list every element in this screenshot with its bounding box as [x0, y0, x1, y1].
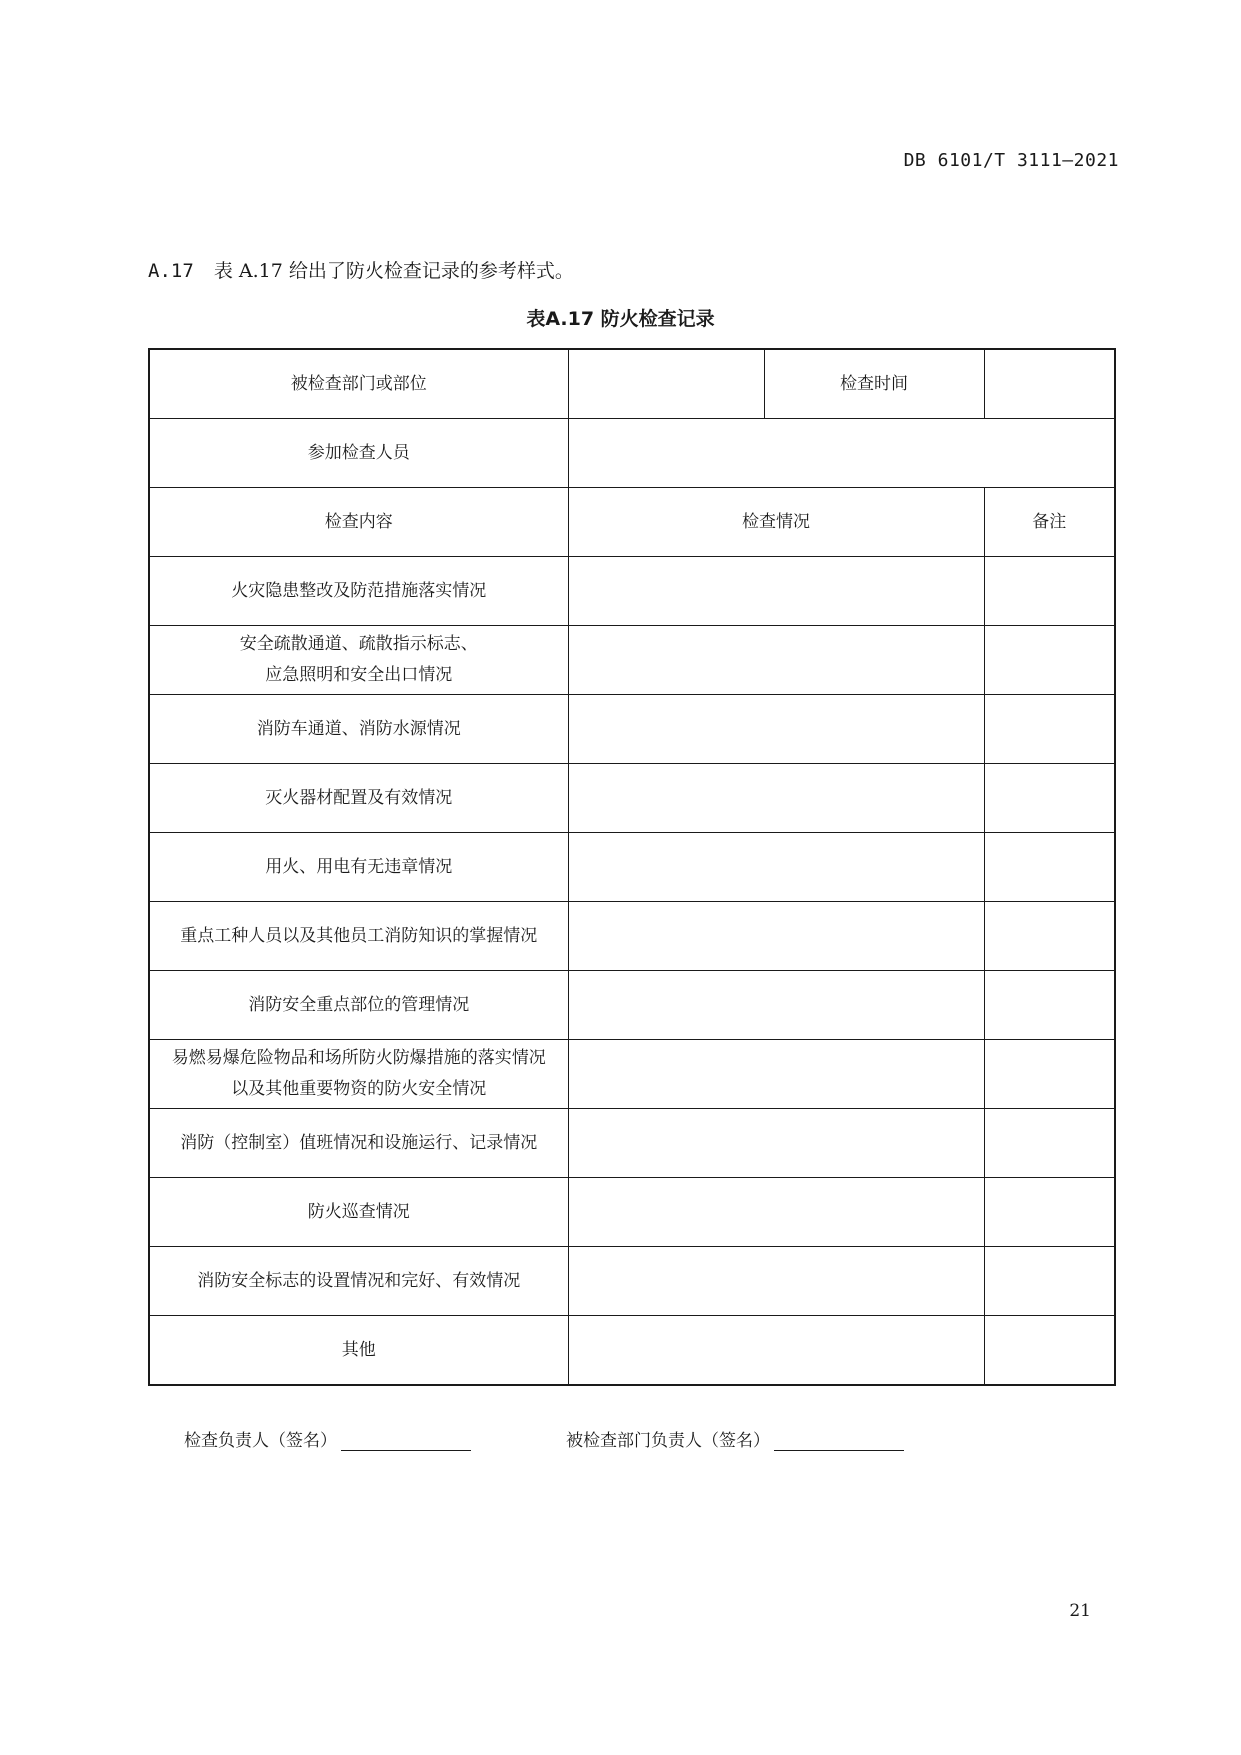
page-number: 21: [1069, 1601, 1091, 1621]
inspection-row: [149, 1316, 1115, 1386]
inspection-row: [149, 1247, 1115, 1316]
inspection-status-cell[interactable]: [568, 1247, 984, 1316]
inspection-status-cell[interactable]: [568, 833, 984, 902]
clause-text: 表 A.17 给出了防火检查记录的参考样式。: [213, 260, 574, 282]
inspection-status-cell[interactable]: [568, 971, 984, 1040]
inspection-item: [149, 971, 568, 1040]
dept-value-cell[interactable]: [568, 349, 764, 419]
inspection-row: [149, 626, 1115, 695]
inspection-status-cell[interactable]: [568, 902, 984, 971]
inspection-item-line: 以及其他重要物资的防火安全情况: [231, 1079, 487, 1099]
inspection-item-line: 安全疏散通道、疏散指示标志、: [239, 634, 478, 654]
participants-label: 参加检查人员: [149, 419, 568, 488]
clause-number: A.17: [148, 260, 194, 282]
table-caption: 表A.17 防火检查记录: [526, 308, 715, 330]
remarks-cell[interactable]: [984, 971, 1115, 1040]
remarks-cell[interactable]: [984, 1247, 1115, 1316]
inspection-status-cell[interactable]: [568, 1316, 984, 1386]
inspection-item: [149, 1040, 568, 1109]
dept-row: [149, 349, 1115, 419]
remarks-cell[interactable]: [984, 626, 1115, 695]
remarks-cell[interactable]: [984, 1316, 1115, 1386]
inspection-status-cell[interactable]: [568, 1178, 984, 1247]
inspector-signature-label: 检查负责人（签名）: [184, 1431, 337, 1451]
remarks-cell[interactable]: [984, 902, 1115, 971]
participants-value-cell[interactable]: [568, 419, 1115, 488]
inspection-item-line: 用火、用电有无违章情况: [265, 856, 453, 877]
inspection-row: [149, 833, 1115, 902]
inspected-dept-signature: [566, 1426, 904, 1451]
remarks-cell[interactable]: [984, 764, 1115, 833]
inspection-row: [149, 557, 1115, 626]
fire-inspection-record-table: [148, 348, 1116, 1386]
inspection-row: [149, 1178, 1115, 1247]
inspection-status-cell[interactable]: [568, 557, 984, 626]
header-row: [149, 488, 1115, 557]
inspection-item-line: 防火巡查情况: [307, 1201, 410, 1222]
inspection-item: [149, 1247, 568, 1316]
remarks-cell[interactable]: [984, 1109, 1115, 1178]
inspection-row: [149, 695, 1115, 764]
remarks-cell[interactable]: [984, 557, 1115, 626]
header-status: 检查情况: [568, 488, 984, 557]
inspection-row: [149, 764, 1115, 833]
inspection-item-line: 消防车通道、消防水源情况: [256, 718, 461, 739]
inspection-row: [149, 1109, 1115, 1178]
inspector-signature: [184, 1426, 471, 1451]
remarks-cell[interactable]: [984, 1178, 1115, 1247]
standard-code: DB 6101/T 3111—2021: [903, 150, 1119, 171]
inspection-item-line: 易燃易爆危险物品和场所防火防爆措施的落实情况: [171, 1048, 546, 1068]
inspection-row: [149, 902, 1115, 971]
inspection-item-line: 其他: [341, 1339, 376, 1360]
inspection-row: [149, 971, 1115, 1040]
inspection-status-cell[interactable]: [568, 695, 984, 764]
inspection-item-line: 消防安全重点部位的管理情况: [248, 994, 470, 1015]
inspection-item-line: 消防（控制室）值班情况和设施运行、记录情况: [180, 1132, 538, 1153]
inspection-item: [149, 902, 568, 971]
inspection-item-line: 重点工种人员以及其他员工消防知识的掌握情况: [180, 925, 538, 946]
inspection-status-cell[interactable]: [568, 764, 984, 833]
inspection-item: [149, 1109, 568, 1178]
inspection-item-line: 应急照明和安全出口情况: [265, 665, 453, 685]
inspected-dept-signature-line[interactable]: [774, 1432, 904, 1451]
inspector-signature-line[interactable]: [341, 1432, 471, 1451]
inspection-item: [149, 695, 568, 764]
inspection-status-cell[interactable]: [568, 1109, 984, 1178]
inspection-row: [149, 1040, 1115, 1109]
time-value-cell[interactable]: [984, 349, 1115, 419]
header-remarks: 备注: [984, 488, 1115, 557]
inspection-item: [149, 833, 568, 902]
dept-label: 被检查部门或部位: [149, 349, 568, 419]
remarks-cell[interactable]: [984, 1040, 1115, 1109]
inspection-status-cell[interactable]: [568, 626, 984, 695]
participants-row: [149, 419, 1115, 488]
inspection-item: [149, 1178, 568, 1247]
inspection-item-line: 灭火器材配置及有效情况: [265, 787, 453, 808]
time-label: 检查时间: [764, 349, 984, 419]
inspection-item: [149, 626, 568, 695]
inspected-dept-signature-label: 被检查部门负责人（签名）: [566, 1431, 770, 1451]
inspection-item: [149, 1316, 568, 1386]
header-content: 检查内容: [149, 488, 568, 557]
inspection-item-line: 消防安全标志的设置情况和完好、有效情况: [197, 1270, 521, 1291]
inspection-status-cell[interactable]: [568, 1040, 984, 1109]
remarks-cell[interactable]: [984, 695, 1115, 764]
remarks-cell[interactable]: [984, 833, 1115, 902]
inspection-item-line: 火灾隐患整改及防范措施落实情况: [231, 580, 487, 601]
clause-paragraph: [148, 256, 574, 283]
inspection-item: [149, 557, 568, 626]
inspection-item: [149, 764, 568, 833]
